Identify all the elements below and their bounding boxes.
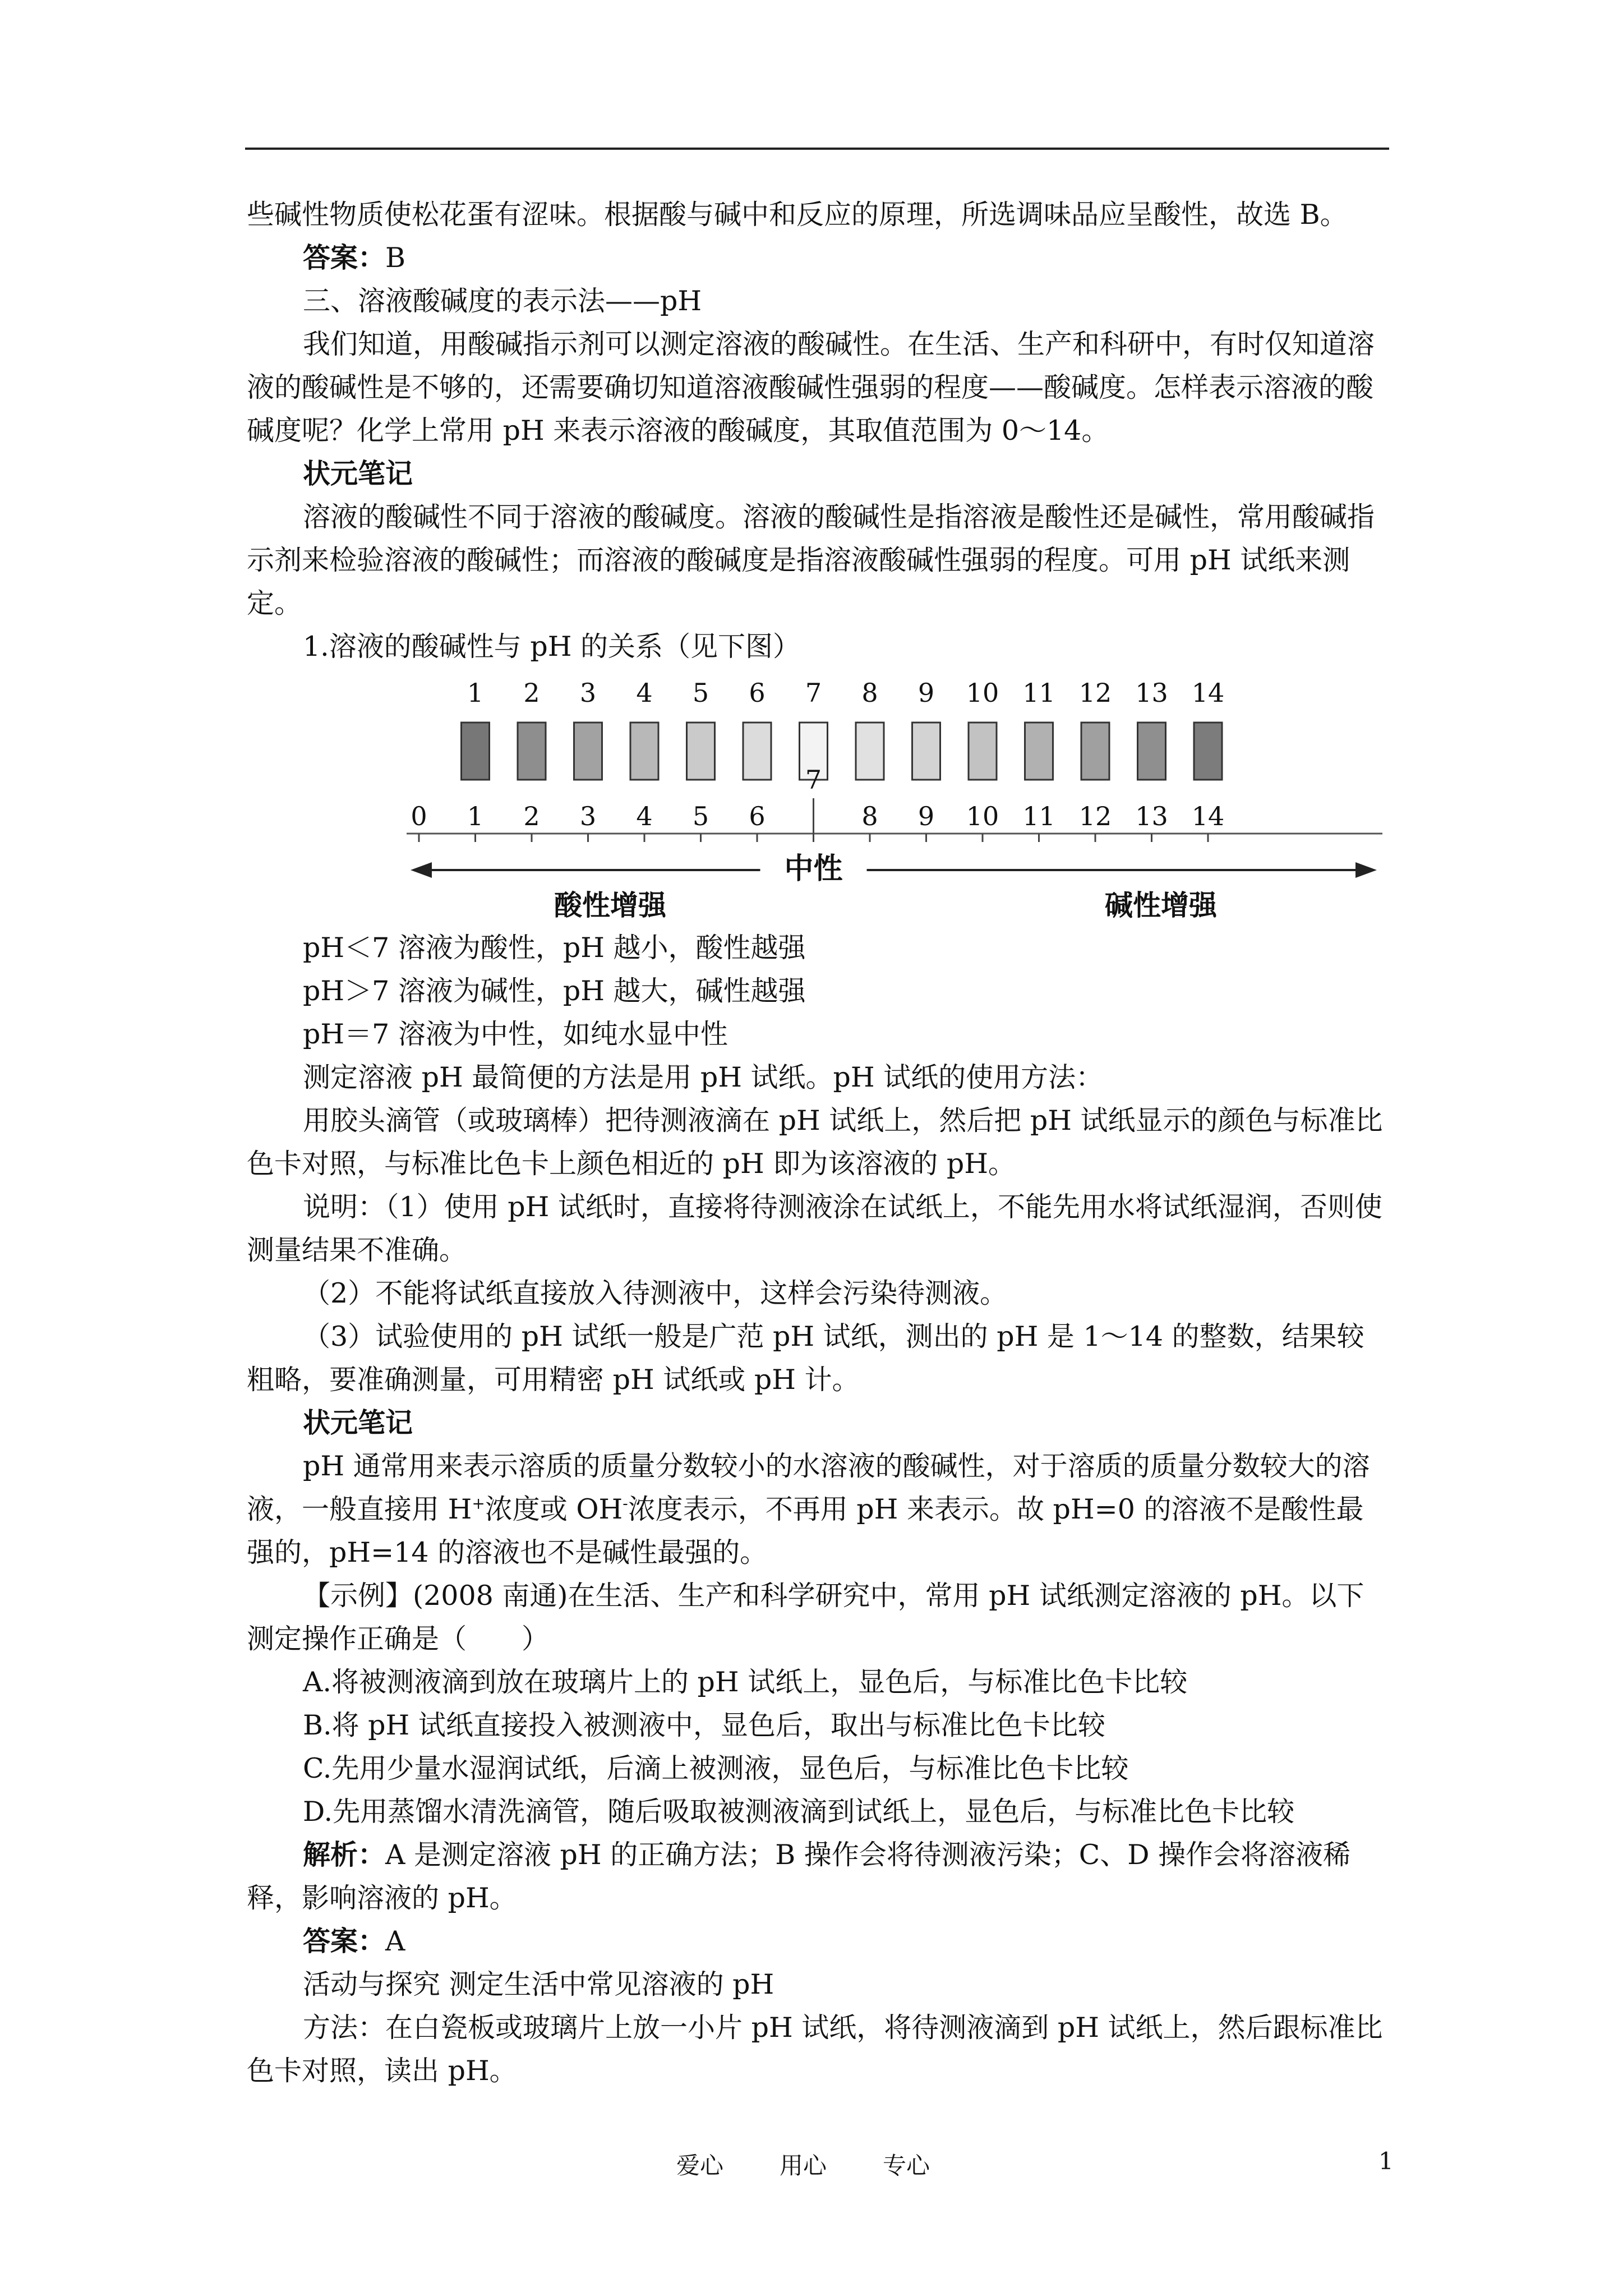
paragraph (247, 1272, 1391, 1315)
paragraph (247, 279, 1391, 323)
swatch-number: 1 (467, 678, 484, 708)
ph-color-swatch (856, 723, 884, 780)
footer-item: 爱心 (676, 2152, 724, 2179)
scale-number: 9 (917, 801, 935, 831)
paragraph (247, 1790, 1391, 1833)
swatch-number: 11 (1022, 678, 1055, 708)
paragraph (247, 969, 1391, 1013)
paragraph-text: 三、溶液酸碱度的表示法——pH (303, 285, 702, 317)
ph-color-swatch (969, 723, 997, 780)
swatch-number: 5 (692, 678, 709, 708)
paragraph-text: A 是测定溶液 pH 的正确方法；B 操作会将待测液污染；C、D 操作会将溶液稀释，影响溶液的 pH。 (247, 1839, 1351, 1914)
scale-number: 7 (805, 765, 822, 795)
paragraph (247, 1574, 1391, 1660)
ph-color-swatch (630, 723, 658, 780)
ph-color-swatch (462, 723, 490, 780)
text-block-3 (247, 1574, 1391, 2092)
paragraph-text: 方法：在白瓷板或玻璃片上放一小片 pH 试纸，将待测液滴到 pH 试纸上，然后跟标准比色卡对照，读出 pH。 (247, 2012, 1383, 2087)
paragraph-label: 状元笔记 (303, 457, 413, 490)
paragraph (247, 495, 1391, 625)
paragraph-label: 答案： (303, 1925, 386, 1957)
paragraph (247, 1704, 1391, 1747)
footer-item: 用心 (780, 2152, 827, 2179)
swatch-number: 10 (966, 678, 999, 708)
paragraph-text: A.将被测液滴到放在玻璃片上的 pH 试纸上，显色后，与标准比色卡比较 (303, 1666, 1188, 1698)
scale-number: 10 (966, 801, 999, 831)
paragraph (247, 1660, 1391, 1704)
swatch-number: 6 (749, 678, 766, 708)
paragraph (247, 1315, 1391, 1401)
paragraph (247, 1401, 1391, 1444)
paragraph-text: （2）不能将试纸直接放入待测液中，这样会污染待测液。 (303, 1277, 1008, 1309)
paragraph-text: pH＞7 溶液为碱性，pH 越大，碱性越强 (303, 975, 806, 1007)
text-block-1 (247, 193, 1391, 668)
paragraph (247, 236, 1391, 279)
ph-color-swatch (687, 723, 715, 780)
paragraph (247, 1185, 1391, 1272)
ph-color-swatch (518, 723, 546, 780)
ph-figure (247, 668, 1391, 926)
swatch-number: 14 (1191, 678, 1225, 708)
neutral-label: 中性 (784, 852, 843, 886)
paragraph-label: 解析： (303, 1838, 386, 1871)
paragraph (247, 1099, 1391, 1185)
scale-number: 6 (749, 801, 766, 831)
paragraph-label: 答案： (303, 241, 386, 274)
ph-color-swatch (574, 723, 602, 780)
scale-number: 12 (1078, 801, 1112, 831)
scale-number: 0 (411, 801, 427, 831)
scale-number: 5 (692, 801, 709, 831)
paragraph-text: pH＜7 溶液为酸性，pH 越小，酸性越强 (303, 932, 806, 964)
swatch-number: 13 (1135, 678, 1168, 708)
paragraph-text: A (385, 1925, 405, 1957)
ph-color-swatch (1025, 723, 1053, 780)
paragraph (247, 1013, 1391, 1056)
scale-number: 14 (1191, 801, 1225, 831)
scale-number: 4 (636, 801, 653, 831)
paragraph-label: 状元笔记 (303, 1406, 413, 1439)
ph-color-swatch (1194, 723, 1222, 780)
ph-color-swatch (743, 723, 771, 780)
paragraph-text: 些碱性物质使松花蛋有涩味。根据酸与碱中和反应的原理，所选调味品应呈酸性，故选 B。 (247, 199, 1348, 231)
ph-scale-diagram (247, 668, 1391, 926)
paragraph-text: 用胶头滴管（或玻璃棒）把待测液滴在 pH 试纸上，然后把 pH 试纸显示的颜色与标准比色卡对照，与标准比色卡上颜色相近的 pH 即为该溶液的 pH。 (247, 1105, 1383, 1180)
page-number: 1 (1378, 2147, 1394, 2175)
paragraph-text: 说明：（1）使用 pH 试纸时，直接将待测液涂在试纸上，不能先用水将试纸湿润，否则使测量结果不准确。 (247, 1191, 1382, 1266)
paragraph (247, 1963, 1391, 2006)
footer-motto (676, 2147, 986, 2181)
paragraph-text: 【示例】(2008 南通)在生活、生产和科学研究中，常用 pH 试纸测定溶液的 pH。以下测定操作正确是（ ） (247, 1580, 1364, 1655)
paragraph-text: 溶液的酸碱性不同于溶液的酸碱度。溶液的酸碱性是指溶液是酸性还是碱性，常用酸碱指示剂来检验溶液的酸碱性；而溶液的酸碱度是指溶液酸碱性强弱的程度。可用 pH 试纸来测定。 (247, 501, 1375, 619)
paragraph (247, 193, 1391, 236)
paragraph-text: B.将 pH 试纸直接投入被测液中，显色后，取出与标准比色卡比较 (303, 1709, 1105, 1741)
paragraph-text: 我们知道，用酸碱指示剂可以测定溶液的酸碱性。在生活、生产和科研中，有时仅知道溶液的酸碱性是不够的，还需要确切知道溶液酸碱性强弱的程度——酸碱度。怎样表示溶液的酸碱度呢？化学上常用 pH 来表示溶液的酸碱度，其取值范围为 0～14。 (247, 328, 1375, 447)
paragraph-text: C.先用少量水湿润试纸，后滴上被测液，显色后，与标准比色卡比较 (303, 1752, 1129, 1784)
paragraph-text: 活动与探究 测定生活中常见溶液的 pH (303, 1968, 774, 2000)
swatch-number: 12 (1078, 678, 1112, 708)
swatch-number: 2 (523, 678, 540, 708)
note-paragraph: pH 通常用来表示溶质的质量分数较小的水溶液的酸碱性，对于溶质的质量分数较大的溶液，一般直接用 H+浓度或 OH-浓度表示，不再用 pH 来表示。故 pH=0 的溶液不是酸性最强的，pH=14 的溶液也不是碱性最强的。 (247, 1450, 1370, 1568)
paragraph (247, 1833, 1391, 1920)
paragraph (247, 2006, 1391, 2092)
paragraph (247, 926, 1391, 969)
scale-number: 8 (861, 801, 878, 831)
scale-number: 1 (467, 801, 484, 831)
paragraph-text: （3）试验使用的 pH 试纸一般是广范 pH 试纸，测出的 pH 是 1～14 的整数，结果较粗略，要准确测量，可用精密 pH 试纸或 pH 计。 (247, 1320, 1364, 1396)
paragraph (247, 625, 1391, 668)
paragraph (247, 323, 1391, 452)
ph-color-swatch (912, 723, 940, 780)
base-label: 碱性增强 (1105, 889, 1217, 922)
text-block-2 (247, 926, 1391, 1444)
ph-color-swatch (1138, 723, 1166, 780)
header-rule (245, 148, 1389, 150)
scale-number: 13 (1135, 801, 1168, 831)
paragraph-text: 测定溶液 pH 最简便的方法是用 pH 试纸。pH 试纸的使用方法： (303, 1061, 1104, 1093)
scale-number: 2 (523, 801, 540, 831)
paragraph-text: B (385, 242, 406, 274)
swatch-number: 7 (805, 678, 822, 708)
swatch-number: 4 (636, 678, 653, 708)
base-arrow-head (1355, 862, 1377, 878)
swatch-number: 8 (861, 678, 878, 708)
page-content (247, 193, 1391, 2092)
paragraph (247, 452, 1391, 495)
paragraph-text: pH＝7 溶液为中性，如纯水显中性 (303, 1018, 728, 1050)
acid-arrow-head (411, 862, 432, 878)
footer-item: 专心 (883, 2152, 930, 2179)
paragraph (247, 1056, 1391, 1099)
scale-number: 3 (579, 801, 597, 831)
swatch-number: 3 (579, 678, 597, 708)
paragraph (247, 1747, 1391, 1790)
paragraph-text: D.先用蒸馏水清洗滴管，随后吸取被测液滴到试纸上，显色后，与标准比色卡比较 (303, 1796, 1295, 1828)
paragraph-text: 1.溶液的酸碱性与 pH 的关系（见下图） (303, 631, 801, 662)
scale-number: 11 (1022, 801, 1055, 831)
ph-color-swatch (1081, 723, 1109, 780)
swatch-number: 9 (917, 678, 935, 708)
paragraph (247, 1920, 1391, 1963)
acid-label: 酸性增强 (554, 889, 666, 922)
